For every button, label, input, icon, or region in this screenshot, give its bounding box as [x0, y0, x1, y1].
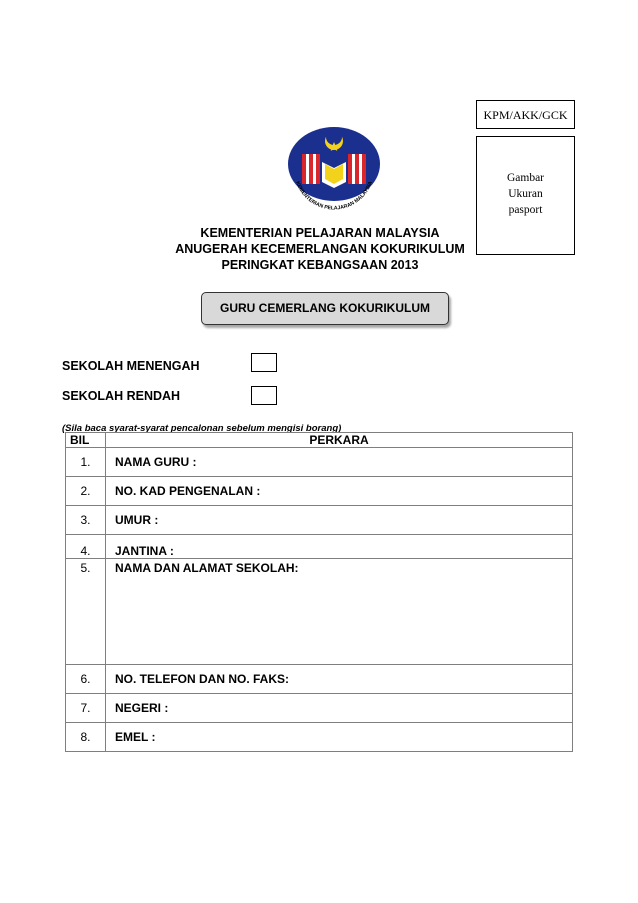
header-ministry: KEMENTERIAN PELAJARAN MALAYSIA	[200, 226, 440, 240]
age-field[interactable]: UMUR :	[106, 506, 573, 535]
row-number: 7.	[66, 694, 106, 723]
teacher-name-field[interactable]: NAMA GURU :	[106, 448, 573, 477]
table-row	[66, 506, 573, 535]
category-primary-checkbox[interactable]	[251, 386, 277, 405]
ministry-logo	[280, 124, 388, 216]
table-row	[66, 694, 573, 723]
row-number: 6.	[66, 665, 106, 694]
category-secondary-checkbox[interactable]	[251, 353, 277, 372]
gender-field[interactable]: JANTINA :	[106, 535, 573, 559]
photo-label-line3: pasport	[508, 204, 543, 216]
table-row	[66, 559, 573, 665]
instruction-note: (Sila baca syarat-syarat pencalonan sebelum mengisi borang)	[62, 423, 342, 434]
reference-code-box: KPM/AKK/GCK	[476, 100, 575, 129]
table-header-row	[66, 433, 573, 448]
table-row	[66, 477, 573, 506]
phone-fax-field[interactable]: NO. TELEFON DAN NO. FAKS:	[106, 665, 573, 694]
school-name-address-field[interactable]: NAMA DAN ALAMAT SEKOLAH:	[106, 559, 573, 665]
table-row	[66, 723, 573, 752]
column-header-perkara: PERKARA	[106, 433, 573, 448]
header-award: ANUGERAH KECEMERLANGAN KOKURIKULUM	[175, 242, 465, 256]
nomination-form-table	[65, 432, 573, 752]
category-primary-label: SEKOLAH RENDAH	[62, 389, 181, 403]
category-secondary-label: SEKOLAH MENENGAH	[62, 359, 200, 373]
table-row	[66, 665, 573, 694]
row-number: 3.	[66, 506, 106, 535]
email-field[interactable]: EMEL :	[106, 723, 573, 752]
header-level: PERINGKAT KEBANGSAAN 2013	[221, 258, 419, 272]
row-number: 8.	[66, 723, 106, 752]
ic-number-field[interactable]: NO. KAD PENGENALAN :	[106, 477, 573, 506]
table-row	[66, 448, 573, 477]
column-header-bil: BIL	[66, 433, 106, 448]
row-number: 2.	[66, 477, 106, 506]
state-field[interactable]: NEGERI :	[106, 694, 573, 723]
row-number: 1.	[66, 448, 106, 477]
table-row	[66, 535, 573, 559]
passport-photo-box	[476, 136, 575, 255]
row-number: 5.	[66, 559, 106, 665]
row-number: 4.	[66, 535, 106, 559]
photo-label-line1: Gambar	[506, 172, 545, 184]
photo-label-line2: Ukuran	[508, 188, 543, 200]
award-title: GURU CEMERLANG KOKURIKULUM	[201, 292, 449, 325]
logo-arc-text: KEMENTERIAN PELAJARAN MALAYSIA	[294, 180, 374, 212]
